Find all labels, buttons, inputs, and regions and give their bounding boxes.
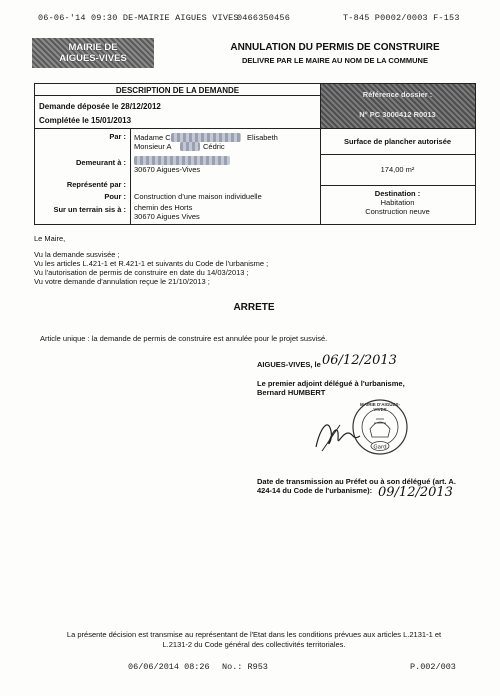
demeurant-label: Demeurant à : — [75, 158, 126, 167]
redaction-mark — [171, 133, 241, 142]
vu-line-1: Vu la demande susvisée ; — [34, 250, 120, 259]
document-subtitle: DELIVRE PAR LE MAIRE AU NOM DE LA COMMUNE — [242, 56, 428, 65]
terrain-line-2: 30670 Aigues Vives — [134, 212, 200, 221]
signer-title: Le premier adjoint délégué à l'urbanisme, — [257, 379, 405, 388]
fax-date-time: 06-06-'14 09:30 DE- — [38, 13, 139, 23]
fax-footer-page: P.002/003 — [410, 662, 456, 672]
destination-2: Construction neuve — [365, 207, 430, 216]
par-label: Par : — [109, 132, 126, 141]
surface-value: 174,00 m² — [380, 165, 415, 174]
vu-line-4: Vu votre demande d'annulation reçue le 21/10/2013 ; — [34, 277, 210, 286]
stamp-top-text: MAIRIE D'AIGUES-VIVES — [359, 402, 401, 412]
terrain-label: Sur un terrain sis à : — [53, 205, 126, 214]
transmission-date: 09/12/2013 — [378, 485, 453, 500]
arrete-heading: ARRETE — [233, 302, 275, 313]
reference-value: N° PC 3000412 R0013 — [359, 110, 436, 119]
le-maire: Le Maire, — [34, 234, 66, 243]
fax-footer-number: No.: R953 — [222, 662, 268, 672]
stamp-bottom-text: Gard — [373, 444, 387, 451]
issuer-line-2: AIGUES-VIVES — [59, 53, 127, 64]
applicant-2-first: Monsieur A — [134, 142, 172, 151]
terrain-line-1: chemin des Horts — [134, 203, 193, 212]
article-unique: Article unique : la demande de permis de construire est annulée pour le projet susvisé. — [40, 334, 328, 343]
applicant-2-last: Cédric — [203, 142, 225, 151]
reference-label: Référence dossier : — [362, 90, 433, 99]
deposit-date: Demande déposée le 28/12/2012 — [39, 102, 161, 111]
fax-footer-date: 06/06/2014 08:26 — [128, 662, 210, 672]
transmission-line-2: 424-14 du Code de l'urbanisme): — [257, 486, 373, 495]
fax-phone: 0466350456 — [237, 13, 291, 23]
redaction-mark — [180, 142, 200, 151]
signer-name: Bernard HUMBERT — [257, 388, 326, 397]
represente-label: Représenté par : — [66, 180, 126, 189]
pour-label: Pour : — [104, 192, 126, 201]
footer-note-1: La présente décision est transmise au représentant de l'Etat dans les conditions prévues aux articles L.2131-1 et — [66, 630, 442, 639]
fax-page-info: T-845 P0002/0003 F-153 — [343, 13, 460, 23]
footer-note-2: L.2131-2 du Code général des collectivités territoriales. — [162, 640, 346, 649]
issuer-box — [32, 38, 154, 68]
reference-box — [320, 84, 475, 128]
purpose: Construction d'une maison individuelle — [134, 192, 262, 201]
description-table — [34, 83, 476, 225]
destination-1: Habitation — [380, 198, 415, 207]
completed-date: Complétée le 15/01/2013 — [39, 116, 132, 125]
vu-line-3: Vu l'autorisation de permis de construire en date du 14/03/2013 ; — [34, 268, 249, 277]
redaction-mark — [134, 156, 230, 165]
address-city: 30670 Aigues-Vives — [134, 165, 201, 174]
applicant-1-last: Elisabeth — [247, 133, 278, 142]
vu-line-2: Vu les articles L.421-1 et R.421-1 et suivants du Code de l'urbanisme ; — [34, 259, 269, 268]
applicant-1-first: Madame C — [134, 133, 171, 142]
table-header: DESCRIPTION DE LA DEMANDE — [115, 86, 240, 95]
transmission-line-1: Date de transmission au Préfet ou à son délégué (art. A. — [257, 477, 456, 486]
issuer-line-1: MAIRIE DE — [68, 42, 118, 53]
surface-label: Surface de plancher autorisée — [343, 137, 452, 146]
fax-sender: MAIRIE AIGUES VIVES — [138, 13, 239, 23]
document-title: ANNULATION DU PERMIS DE CONSTRUIRE — [230, 42, 440, 53]
destination-label: Destination : — [374, 189, 421, 198]
place-date-prefix: AIGUES-VIVES, le — [257, 360, 321, 369]
handwritten-date: 06/12/2013 — [322, 353, 397, 368]
